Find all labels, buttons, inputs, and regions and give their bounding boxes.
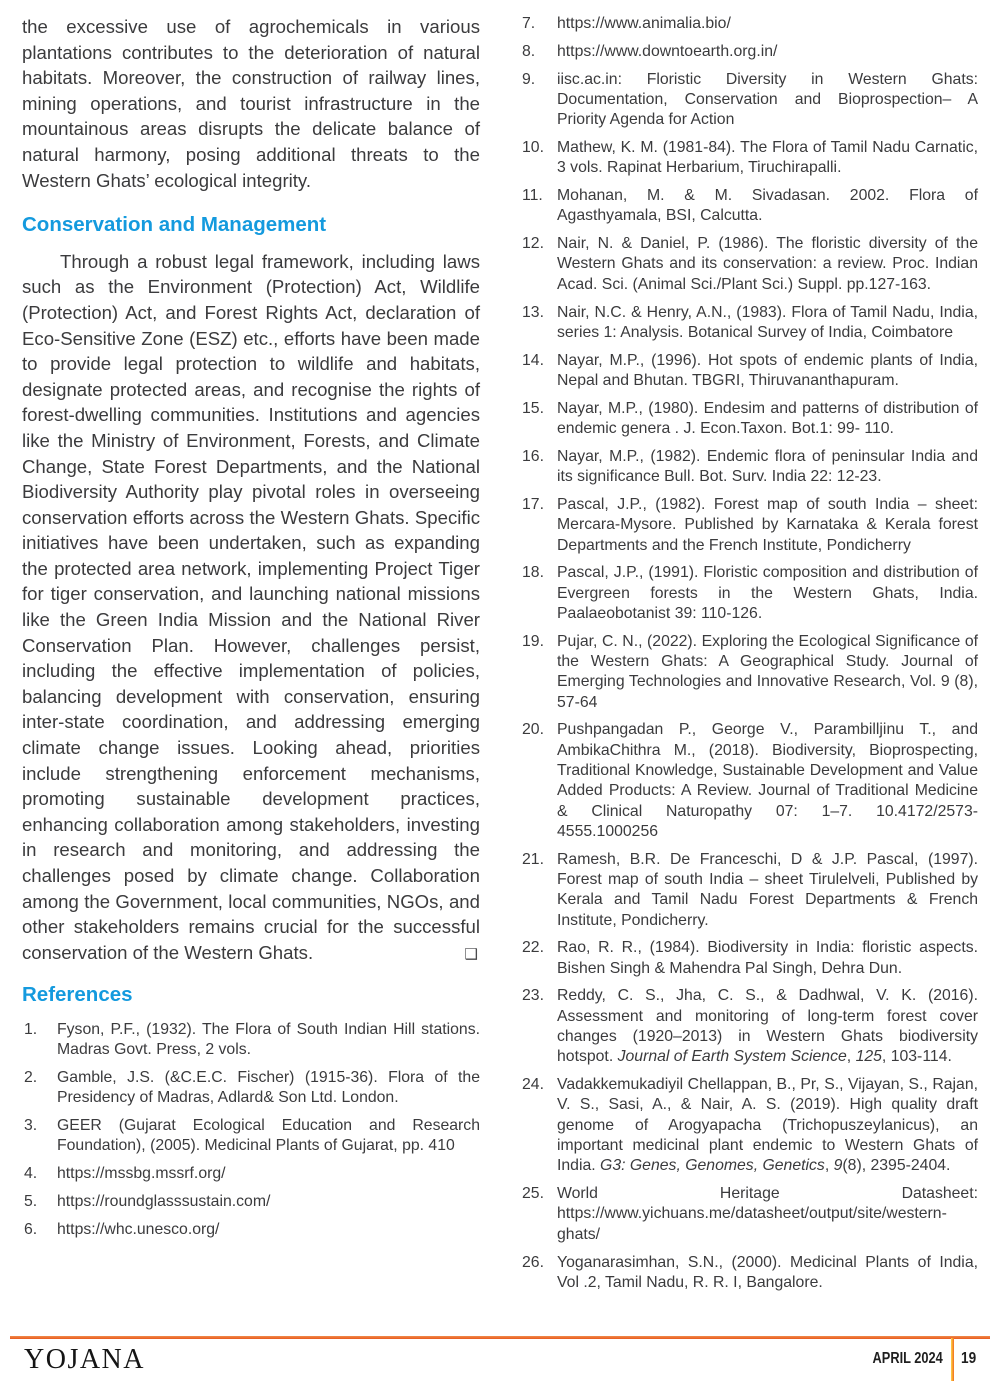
reference-number: 4. bbox=[24, 1165, 38, 1183]
reference-number: 6. bbox=[24, 1220, 38, 1238]
reference-item bbox=[22, 1164, 480, 1184]
reference-number: 1. bbox=[24, 1020, 38, 1038]
reference-item bbox=[520, 495, 978, 556]
right-column bbox=[520, 14, 978, 1301]
reference-text bbox=[57, 1192, 480, 1212]
reference-text bbox=[557, 42, 978, 62]
reference-number: 14. bbox=[522, 351, 544, 369]
reference-item bbox=[520, 850, 978, 931]
reference-text-segment: Ramesh, B.R. De Franceschi, D & J.P. Pascal, (1997). Forest map of south India – sheet Tirulelveli, Published by Kerala and Tamil Nadu Forest Departments & French Institute, Pondicherry. bbox=[557, 850, 978, 929]
reference-text-segment: Pascal, J.P., (1991). Floristic composition and distribution of Evergreen forests in the Western Ghats, India. Paalaeobotanist 39: 110-126. bbox=[557, 564, 978, 622]
reference-text bbox=[557, 720, 978, 842]
issue-date: APRIL 2024 bbox=[872, 1350, 943, 1367]
reference-text-segment: Reddy, C. S., Jha, C. S., & Dadhwal, V. K. (2016). Assessment and monitoring of long-term forest cover changes (1920–2013) in Western Ghats biodiversity hotspot. bbox=[557, 987, 978, 1066]
reference-number: 9. bbox=[522, 70, 536, 88]
reference-item bbox=[520, 14, 978, 34]
reference-text bbox=[557, 447, 978, 488]
reference-item bbox=[520, 1075, 978, 1176]
reference-item bbox=[22, 1192, 480, 1212]
reference-text bbox=[557, 850, 978, 931]
references-list-right bbox=[520, 14, 978, 1293]
reference-text-segment: https://mssbg.mssrf.org/ bbox=[57, 1165, 226, 1183]
reference-text-segment: , 103-114. bbox=[881, 1048, 952, 1066]
reference-text-segment: Pushpangadan P., George V., Parambilljinu T., and AmbikaChithra M., (2018). Biodiversity, Bioprospecting, Traditional Knowledge, Sustainable Development and Value Added Products: A Review. Journal of Traditional Medicine & Clinical Naturopathy 07: 1–7. 10.4172/2573-4555.1000256 bbox=[557, 721, 978, 840]
reference-text bbox=[557, 563, 978, 624]
reference-text bbox=[557, 138, 978, 179]
reference-item bbox=[22, 1068, 480, 1109]
reference-item bbox=[520, 351, 978, 392]
reference-text bbox=[557, 234, 978, 295]
reference-number: 16. bbox=[522, 447, 544, 465]
reference-text-segment: https://whc.unesco.org/ bbox=[57, 1220, 220, 1238]
reference-text-segment: iisc.ac.in: Floristic Diversity in Western Ghats: Documentation, Conservation and Bioprospection– A Priority Agenda for Action bbox=[557, 70, 978, 129]
reference-text-segment: https://roundglasssustain.com/ bbox=[57, 1193, 271, 1211]
reference-number: 2. bbox=[24, 1069, 38, 1087]
left-column bbox=[22, 14, 480, 1301]
page-number: 19 bbox=[961, 1350, 977, 1367]
references-list-left bbox=[22, 1020, 480, 1240]
reference-number: 17. bbox=[522, 495, 544, 513]
reference-text bbox=[557, 632, 978, 713]
article-end-square-icon: ❑ bbox=[464, 946, 478, 964]
reference-number: 20. bbox=[522, 721, 544, 739]
reference-number: 13. bbox=[522, 303, 544, 321]
reference-text bbox=[557, 303, 978, 344]
reference-item bbox=[520, 234, 978, 295]
reference-text-segment: GEER (Gujarat Ecological Education and Research Foundation), (2005). Medicinal Plants of Gujarat, pp. 410 bbox=[57, 1117, 480, 1155]
reference-number: 22. bbox=[522, 939, 544, 957]
reference-text bbox=[557, 986, 978, 1067]
reference-text-segment: Vadakkemukadiyil Chellappan, B., Pr, S., Vijayan, S., Rajan, V. S., Sasi, A., & Nair, A. S. (2019). High quality draft genome of Arogyapacha (Trichopuszeylanicus), an important medicinal plant endemic to Western Ghats of India. bbox=[557, 1076, 978, 1175]
reference-text-segment: Nayar, M.P., (1980). Endesim and patterns of distribution of endemic genera . J. Econ.Taxon. Bot.1: 99- 110. bbox=[557, 399, 978, 438]
reference-item bbox=[22, 1220, 480, 1240]
reference-text-segment: Gamble, J.S. (&C.E.C. Fischer) (1915-36). Flora of the Presidency of Madras, Adlard& Son Ltd. London. bbox=[57, 1069, 480, 1107]
article-paragraph-conservation bbox=[22, 249, 480, 966]
reference-text bbox=[57, 1020, 480, 1061]
reference-item bbox=[520, 42, 978, 62]
reference-item bbox=[520, 303, 978, 344]
magazine-title: YOJANA bbox=[24, 1344, 145, 1375]
reference-number: 23. bbox=[522, 987, 544, 1005]
reference-text-segment: , bbox=[824, 1157, 834, 1175]
reference-text-segment: Nair, N.C. & Henry, A.N., (1983). Flora of Tamil Nadu, India, series 1: Analysis. Botanical Survey of India, Coimbatore bbox=[557, 303, 978, 341]
reference-text bbox=[557, 495, 978, 556]
reference-number: 3. bbox=[24, 1117, 38, 1135]
reference-item bbox=[520, 186, 978, 227]
reference-text-italic: G3: Genes, Genomes, Genetics bbox=[600, 1157, 825, 1175]
reference-item bbox=[22, 1116, 480, 1157]
reference-item bbox=[520, 399, 978, 440]
reference-item bbox=[520, 720, 978, 842]
reference-text bbox=[557, 186, 978, 227]
reference-number: 11. bbox=[522, 187, 543, 205]
reference-text bbox=[557, 399, 978, 440]
section-heading-references: References bbox=[22, 983, 133, 1007]
reference-text-segment: (8), 2395-2404. bbox=[842, 1157, 951, 1175]
article-paragraph-continuation: the excessive use of agrochemicals in various plantations contributes to the deterioration of natural habitats. Moreover, the construction of railway lines, mining operations, and tourist infrastructure in the mountainous areas disrupts the delicate balance of natural harmony, posing additional threats to the Western Ghats’ ecological integrity. bbox=[22, 16, 480, 191]
reference-text bbox=[557, 1253, 978, 1294]
reference-item bbox=[520, 138, 978, 179]
reference-text-segment: Mohanan, M. & M. Sivadasan. 2002. Flora of Agasthyamala, BSI, Calcutta. bbox=[557, 187, 978, 225]
reference-item bbox=[520, 1184, 978, 1245]
reference-item bbox=[520, 447, 978, 488]
reference-text-italic: 9 bbox=[833, 1157, 843, 1175]
reference-number: 10. bbox=[522, 138, 544, 156]
reference-text-segment: , bbox=[846, 1048, 856, 1066]
reference-number: 24. bbox=[522, 1076, 544, 1094]
reference-text-segment: Nayar, M.P., (1982). Endemic flora of peninsular India and its significance Bull. Bot. Surv. India 22: 12-23. bbox=[557, 447, 978, 486]
reference-item bbox=[520, 1253, 978, 1294]
page-number-divider bbox=[951, 1338, 954, 1381]
reference-text-segment: World Heritage Datasheet: https://www.yichuans.me/datasheet/output/site/western-ghats/ bbox=[557, 1185, 978, 1243]
reference-text bbox=[557, 351, 978, 392]
reference-text bbox=[557, 1075, 978, 1176]
reference-text-segment: Rao, R. R., (1984). Biodiversity in India: floristic aspects. Bishen Singh & Mahendra Pal Singh, Dehra Dun. bbox=[557, 939, 978, 977]
reference-text-segment: Fyson, P.F., (1932). The Flora of South Indian Hill stations. Madras Govt. Press, 2 vols. bbox=[57, 1020, 480, 1059]
reference-item bbox=[22, 1020, 480, 1061]
reference-text-segment: Pascal, J.P., (1982). Forest map of south India – sheet: Mercara-Mysore. Published by Karnataka & Kerala forest Departments and the French Institute, Pondicherry bbox=[557, 495, 978, 554]
reference-text bbox=[557, 70, 978, 131]
reference-item bbox=[520, 563, 978, 624]
reference-text bbox=[57, 1068, 480, 1109]
reference-text-segment: https://www.downtoearth.org.in/ bbox=[557, 42, 778, 60]
reference-number: 15. bbox=[522, 399, 544, 417]
reference-text-segment: Nair, N. & Daniel, P. (1986). The floristic diversity of the Western Ghats and its conservation: a review. Proc. Indian Acad. Sci. (Animal Sci./Plant Sci.) Suppl. pp.127-163. bbox=[557, 235, 978, 293]
reference-number: 8. bbox=[522, 42, 536, 60]
reference-text bbox=[557, 938, 978, 979]
reference-text-segment: Yoganarasimhan, S.N., (2000). Medicinal Plants of India, Vol .2, Tamil Nadu, R. R. I, Bangalore. bbox=[557, 1253, 978, 1291]
reference-text-italic: 125 bbox=[855, 1048, 882, 1066]
reference-number: 19. bbox=[522, 632, 544, 650]
reference-number: 26. bbox=[522, 1253, 544, 1271]
reference-text bbox=[57, 1164, 480, 1184]
article-paragraph-text: Through a robust legal framework, including laws such as the Environment (Protection) Act, Wildlife (Protection) Act, and Forest Rights Act, declaration of Eco-Sensitive Zone (ESZ) etc., efforts have been made to provide legal protection to wildlife and habitats, designate protected areas, and recognise the rights of forest-dwelling communities. Institutions and agencies like the Ministry of Environment, Forests, and Climate Change, State Forest Departments, and the National Biodiversity Authority play pivotal roles in overseeing conservation efforts across the Western Ghats. Specific initiatives have been undertaken, such as expanding the protected area network, implementing Project Tiger for tiger conservation, and launching national missions like the Green India Mission and the National River Conservation Plan. However, challenges persist, including the effective implementation of policies, balancing development with conservation, ensuring inter-state coordination, and addressing emerging climate change issues. Looking ahead, priorities include strengthening enforcement mechanisms, promoting sustainable development practices, enhancing collaboration among stakeholders, investing in research and monitoring, and addressing the challenges posed by climate change. Collaboration among the Government, local communities, NGOs, and other stakeholders remains crucial for the successful conservation of the Western Ghats. bbox=[22, 250, 480, 963]
reference-number: 7. bbox=[522, 15, 536, 32]
footer-rule bbox=[10, 1336, 990, 1339]
reference-number: 18. bbox=[522, 564, 544, 582]
reference-text-segment: https://www.animalia.bio/ bbox=[557, 15, 731, 32]
reference-text-italic: Journal of Earth System Science bbox=[617, 1048, 847, 1066]
reference-item bbox=[520, 70, 978, 131]
reference-text-segment: Mathew, K. M. (1981-84). The Flora of Tamil Nadu Carnatic, 3 vols. Rapinat Herbarium, Tiruchirapalli. bbox=[557, 138, 978, 177]
section-heading-conservation-and-management: Conservation and Management bbox=[22, 213, 327, 237]
reference-text bbox=[557, 1184, 978, 1245]
reference-number: 5. bbox=[24, 1193, 38, 1211]
reference-text-segment: Pujar, C. N., (2022). Exploring the Ecological Significance of the Western Ghats: A Geographical Study. Journal of Emerging Technologies and Innovative Research, Vol. 9 (8), 57-64 bbox=[557, 632, 978, 711]
reference-number: 12. bbox=[522, 235, 544, 253]
reference-item bbox=[520, 632, 978, 713]
reference-number: 25. bbox=[522, 1185, 544, 1203]
reference-item bbox=[520, 938, 978, 979]
reference-text bbox=[57, 1220, 480, 1240]
reference-text bbox=[57, 1116, 480, 1157]
reference-number: 21. bbox=[522, 850, 544, 868]
reference-item bbox=[520, 986, 978, 1067]
reference-text-segment: Nayar, M.P., (1996). Hot spots of endemic plants of India, Nepal and Bhutan. TBGRI, Thiruvananthapuram. bbox=[557, 351, 978, 389]
reference-text bbox=[557, 14, 978, 34]
